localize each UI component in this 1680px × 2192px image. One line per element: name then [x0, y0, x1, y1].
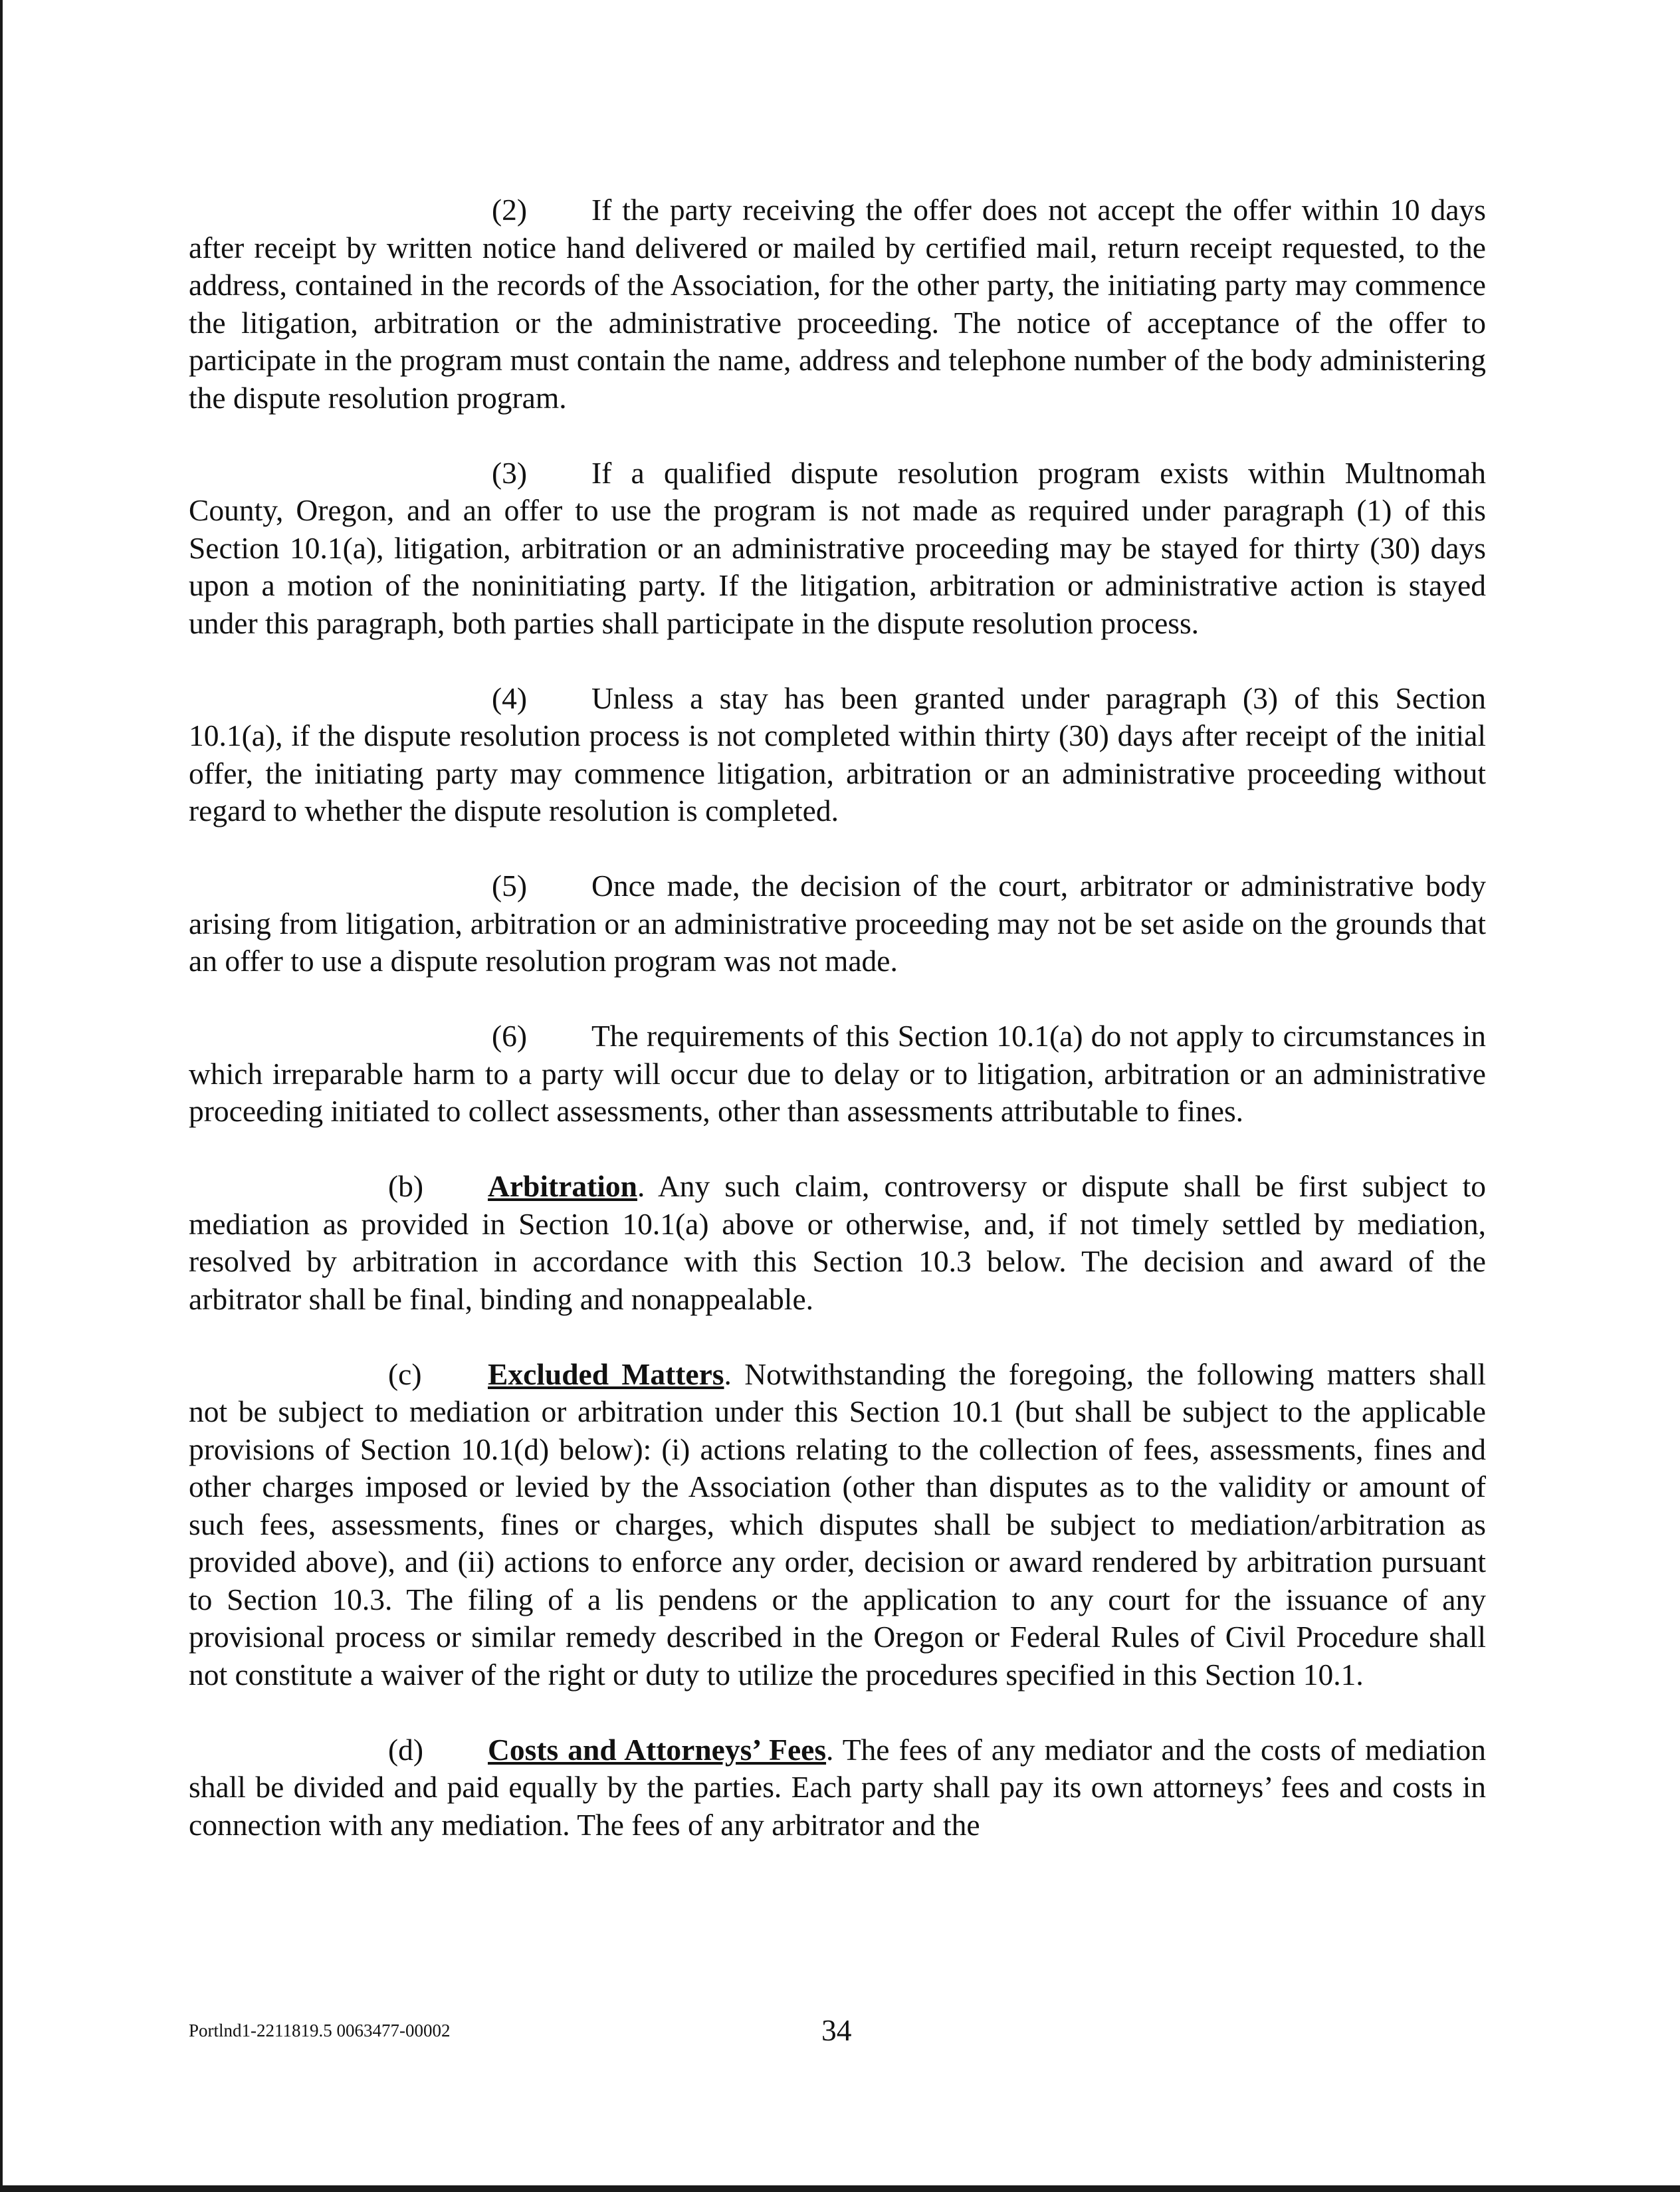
section-d-costs-and-fees: [189, 1731, 1486, 1844]
section-text: . Notwithstanding the foregoing, the following matters shall not be subject to mediation or arbitration under this Section 10.1 (but shall be subject to the applicable provisions of Section 10.1(d) below): (i) actions relating to the collection of fees, assessments, fines and other charges imposed or levied by the Association (other than disputes as to the validity or amount of such fees, assessments, fines or charges, which disputes shall be subject to mediation/arbitration as provided above), and (ii) actions to enforce any order, decision or award rendered by arbitration pursuant to Section 10.3. The filing of a lis pendens or the application to any court for the issuance of any provisional process or similar remedy described in the Oregon or Federal Rules of Civil Procedure shall not constitute a waiver of the right or duty to utilize the procedures specified in this Section 10.1.: [189, 1357, 1487, 1692]
paragraph-4: [189, 680, 1486, 830]
section-text: . The fees of any mediator and the costs of mediation shall be divided and paid equally by the parties. Each party shall pay its own attorneys’ fees and costs in connection with any mediation. The fees of any arbitrator and the: [189, 1732, 1486, 1842]
footer-document-id: Portlnd1-2211819.5 0063477-00002: [189, 2021, 451, 2040]
scan-left-edge: [0, 0, 3, 2192]
paragraph-number: (4): [492, 681, 528, 715]
section-heading: Excluded Matters: [488, 1357, 724, 1391]
paragraph-5: [189, 867, 1486, 980]
paragraph-text: If a qualified dispute resolution program exists within Multnomah County, Oregon, and an offer to use the program is not made as required under paragraph (1) of this Section 10.1(a), litigation, arbitration or an administrative proceeding may be stayed for thirty (30) days upon a motion of the noninitiating party. If the litigation, arbitration or administrative action is stayed under this paragraph, both parties shall participate in the dispute resolution process.: [189, 455, 1486, 640]
paragraph-text: If the party receiving the offer does not accept the offer within 10 days after receipt by written notice hand delivered or mailed by certified mail, return receipt requested, to the address, contained in the records of the Association, for the other party, the initiating party may commence the litigation, arbitration or the administrative proceeding. The notice of acceptance of the offer to participate in the program must contain the name, address and telephone number of the body administering the dispute resolution program.: [189, 193, 1486, 415]
paragraph-number: (5): [492, 869, 528, 903]
paragraph-2: [189, 191, 1486, 417]
section-heading: Costs and Attorneys’ Fees: [488, 1732, 827, 1767]
section-b-arbitration: [189, 1168, 1486, 1318]
paragraph-6: [189, 1018, 1486, 1131]
section-text: . Any such claim, controversy or dispute shall be first subject to mediation as provided in Section 10.1(a) above or otherwise, and, if not timely settled by mediation, resolved by arbitration in accordance with this Section 10.3 below. The decision and award of the arbitrator shall be final, binding and nonappealable.: [189, 1169, 1486, 1316]
page-number: 34: [821, 2013, 852, 2047]
scan-bottom-edge: [0, 2185, 1680, 2192]
paragraph-3: [189, 455, 1486, 643]
section-number: (c): [388, 1357, 422, 1391]
paragraph-number: (6): [492, 1019, 528, 1053]
section-heading: Arbitration: [488, 1169, 637, 1203]
section-number: (b): [388, 1169, 424, 1203]
section-c-excluded-matters: [189, 1356, 1486, 1694]
paragraph-number: (3): [492, 455, 528, 490]
document-body: [189, 191, 1486, 1882]
section-number: (d): [388, 1732, 424, 1767]
paragraph-text: The requirements of this Section 10.1(a) do not apply to circumstances in which irreparable harm to a party will occur due to delay or to litigation, arbitration or an administrative proceeding initiated to collect assessments, other than assessments attributable to fines.: [189, 1019, 1486, 1128]
paragraph-text: Once made, the decision of the court, arbitrator or administrative body arising from litigation, arbitration or an administrative proceeding may not be set aside on the grounds that an offer to use a dispute resolution program was not made.: [189, 869, 1486, 978]
paragraph-number: (2): [492, 193, 528, 227]
paragraph-text: Unless a stay has been granted under paragraph (3) of this Section 10.1(a), if the dispute resolution process is not completed within thirty (30) days after receipt of the initial offer, the initiating party may commence litigation, arbitration or an administrative proceeding without regard to whether the dispute resolution is completed.: [189, 681, 1486, 827]
